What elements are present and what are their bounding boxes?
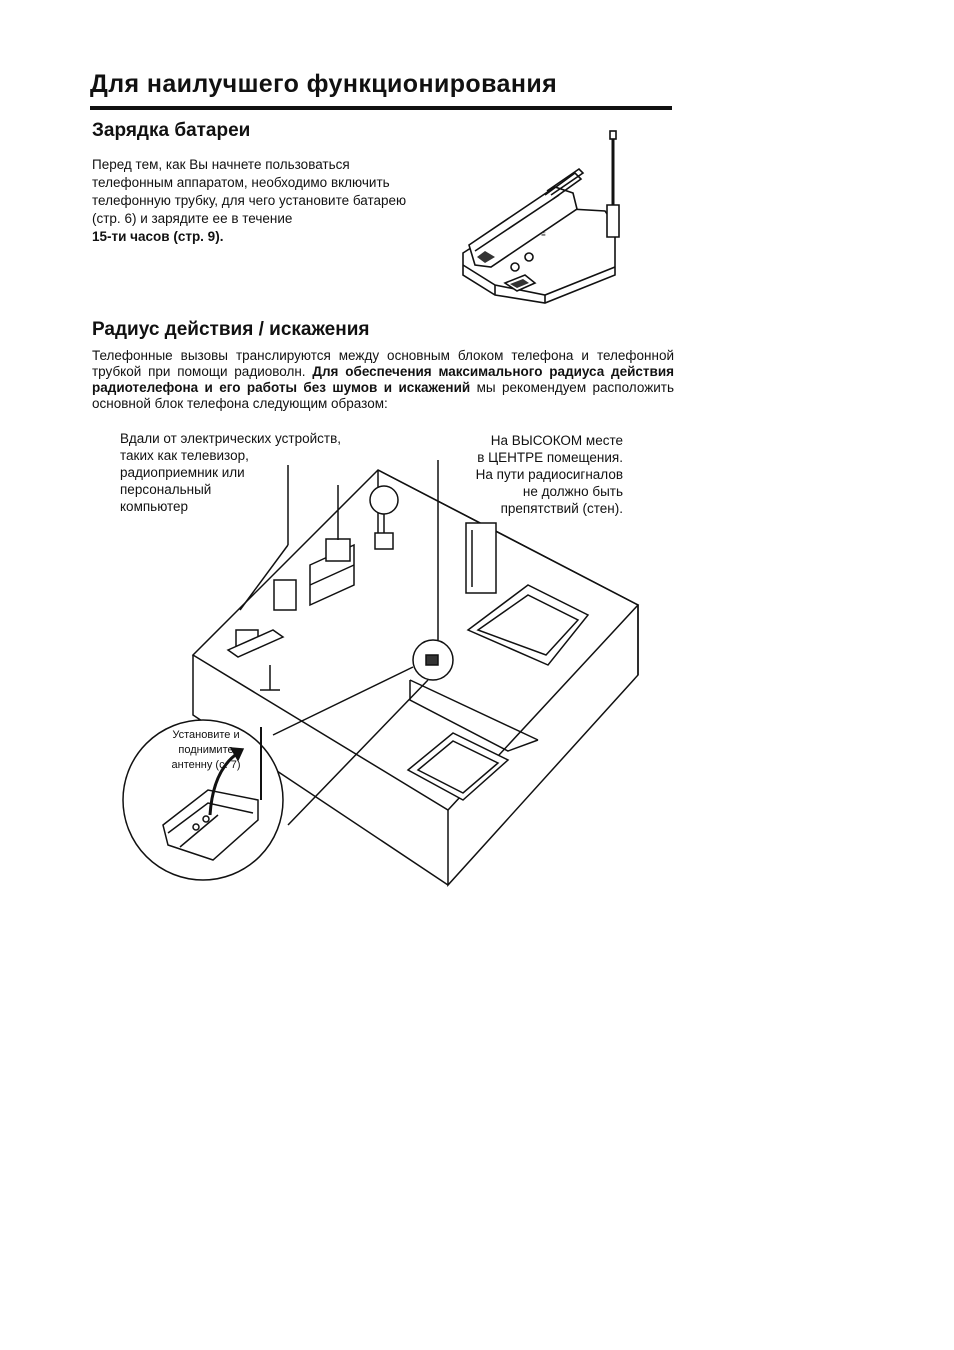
callout-line: На пути радиосигналов [475, 467, 623, 482]
callout-line: Вдали от электрических устройств, [120, 431, 342, 446]
charging-bold-line: 15-ти часов (стр. 9). [92, 229, 224, 244]
callout-line: поднимите [178, 744, 234, 756]
charging-line: телефонную трубку, для чего установите батарею [92, 193, 407, 208]
callout-line: персональный [120, 482, 212, 497]
charging-line: телефонным аппаратом, необходимо включить [92, 175, 390, 190]
svg-text:≡: ≡ [541, 230, 546, 239]
callout-line: радиоприемник или [120, 465, 245, 480]
range-text-part-1: Телефонные вызовы транслируются между основным блоком телефона и телефонной трубкой при помощи радиоволн. [92, 348, 674, 379]
section-heading-range: Радиус действия / искажения [92, 319, 370, 340]
callout-line: не должно быть [522, 484, 623, 499]
callout-line: Установите и [172, 729, 240, 741]
range-text-bold: Для обеспечения максимального радиуса действия радиотелефона и его работы без шумов и искажений [92, 364, 674, 395]
callout-high-center [443, 432, 623, 517]
title-rule [90, 106, 672, 110]
callout-line: компьютер [120, 499, 189, 514]
charging-line: Перед тем, как Вы начнете пользоваться [92, 157, 350, 172]
callout-line: На ВЫСОКОМ месте [490, 433, 623, 448]
charging-line: (стр. 6) и зарядите ее в течение [92, 211, 293, 226]
callout-line: антенну (с. 7) [171, 759, 241, 771]
callout-antenna [160, 728, 252, 773]
range-text-part-2: мы рекомендуем расположить основной блок телефона следующим образом: [92, 380, 674, 411]
callout-line: препятствий (стен). [500, 501, 623, 516]
callout-line: в ЦЕНТРЕ помещения. [477, 450, 623, 465]
charging-paragraph [92, 156, 462, 246]
page-title: Для наилучшего функционирования [90, 70, 558, 98]
section-heading-charging: Зарядка батареи [92, 120, 251, 141]
range-paragraph [92, 348, 674, 412]
callout-line: таких как телевизор, [120, 448, 249, 463]
cordless-phone-illustration [455, 125, 635, 315]
callout-away-from-devices [120, 430, 341, 515]
